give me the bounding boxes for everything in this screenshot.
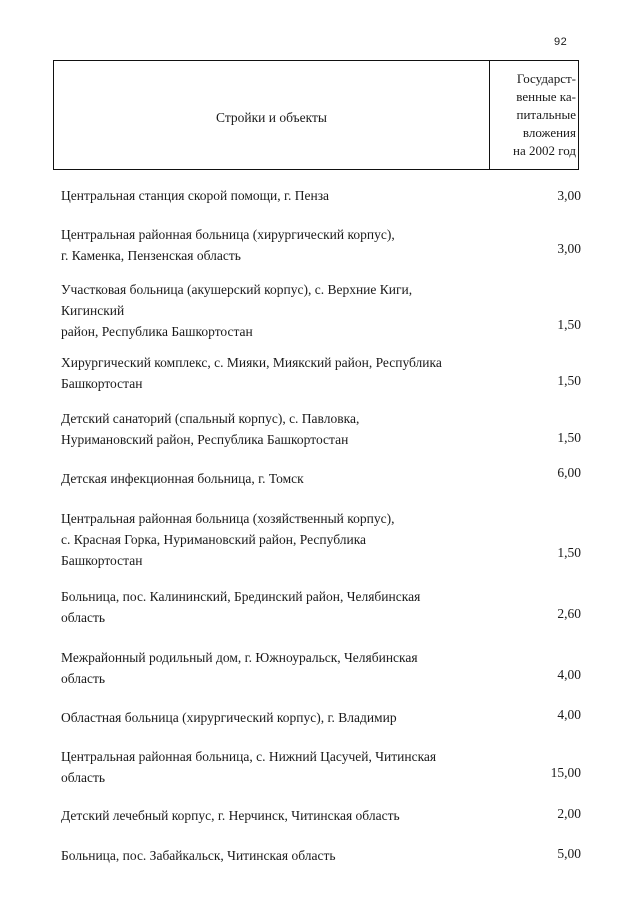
row-investment-value: 4,00 (557, 667, 581, 682)
row-object-name: Центральная станция скорой помощи, г. Пенза (61, 188, 330, 203)
table-row (61, 465, 581, 489)
row-investment-value: 1,50 (557, 545, 581, 560)
table-row (61, 279, 581, 342)
table-row (61, 707, 581, 728)
table-row (61, 408, 581, 450)
row-object-name: Детский санаторий (спальный корпус), с. Павловка, Нуримановский район, Республика Башкортостан (61, 411, 360, 447)
table-row (61, 845, 581, 866)
table-row (61, 508, 581, 571)
row-object-name: Центральная районная больница (хозяйственный корпус), с. Красная Горка, Нуримановский район, Республика Башкортостан (61, 511, 395, 568)
row-investment-value: 5,00 (557, 846, 581, 861)
table-row (61, 224, 581, 266)
row-investment-value: 4,00 (557, 707, 581, 722)
table-row (61, 352, 581, 394)
page-number: 92 (554, 36, 568, 48)
row-object-name: Детский лечебный корпус, г. Нерчинск, Читинская область (61, 808, 400, 823)
row-investment-value: 6,00 (557, 465, 581, 480)
row-object-name: Центральная районная больница, с. Нижний Цасучей, Читинская область (61, 749, 437, 785)
row-investment-value: 2,00 (557, 806, 581, 821)
row-investment-value: 2,60 (557, 606, 581, 621)
header-objects-label: Стройки и объекты (216, 110, 327, 125)
row-investment-value: 3,00 (557, 188, 581, 203)
row-object-name: Детская инфекционная больница, г. Томск (61, 471, 304, 486)
row-object-name: Центральная районная больница (хирургический корпус), г. Каменка, Пензенская область (61, 227, 395, 263)
table-row (61, 586, 581, 628)
row-object-name: Хирургический комплекс, с. Мияки, Миякский район, Республика Башкортостан (61, 355, 442, 391)
row-object-name: Участковая больница (акушерский корпус), с. Верхние Киги, Кигинский район, Республика Башкортостан (61, 282, 413, 339)
table-row (61, 647, 581, 689)
table-row (61, 185, 581, 206)
header-investments-label: Государст- венные ка- питальные вложения на 2002 год (513, 71, 576, 158)
row-object-name: Межрайонный родильный дом, г. Южноуральск, Челябинская область (61, 650, 418, 686)
table-row (61, 746, 581, 788)
row-investment-value: 1,50 (557, 373, 581, 388)
table-row (61, 805, 581, 826)
row-object-name: Областная больница (хирургический корпус), г. Владимир (61, 710, 397, 725)
row-object-name: Больница, пос. Калининский, Брединский район, Челябинская область (61, 589, 421, 625)
row-investment-value: 3,00 (557, 241, 581, 256)
row-investment-value: 15,00 (550, 765, 581, 780)
row-investment-value: 1,50 (557, 317, 581, 332)
row-investment-value: 1,50 (557, 430, 581, 445)
row-object-name: Больница, пос. Забайкальск, Читинская область (61, 848, 336, 863)
